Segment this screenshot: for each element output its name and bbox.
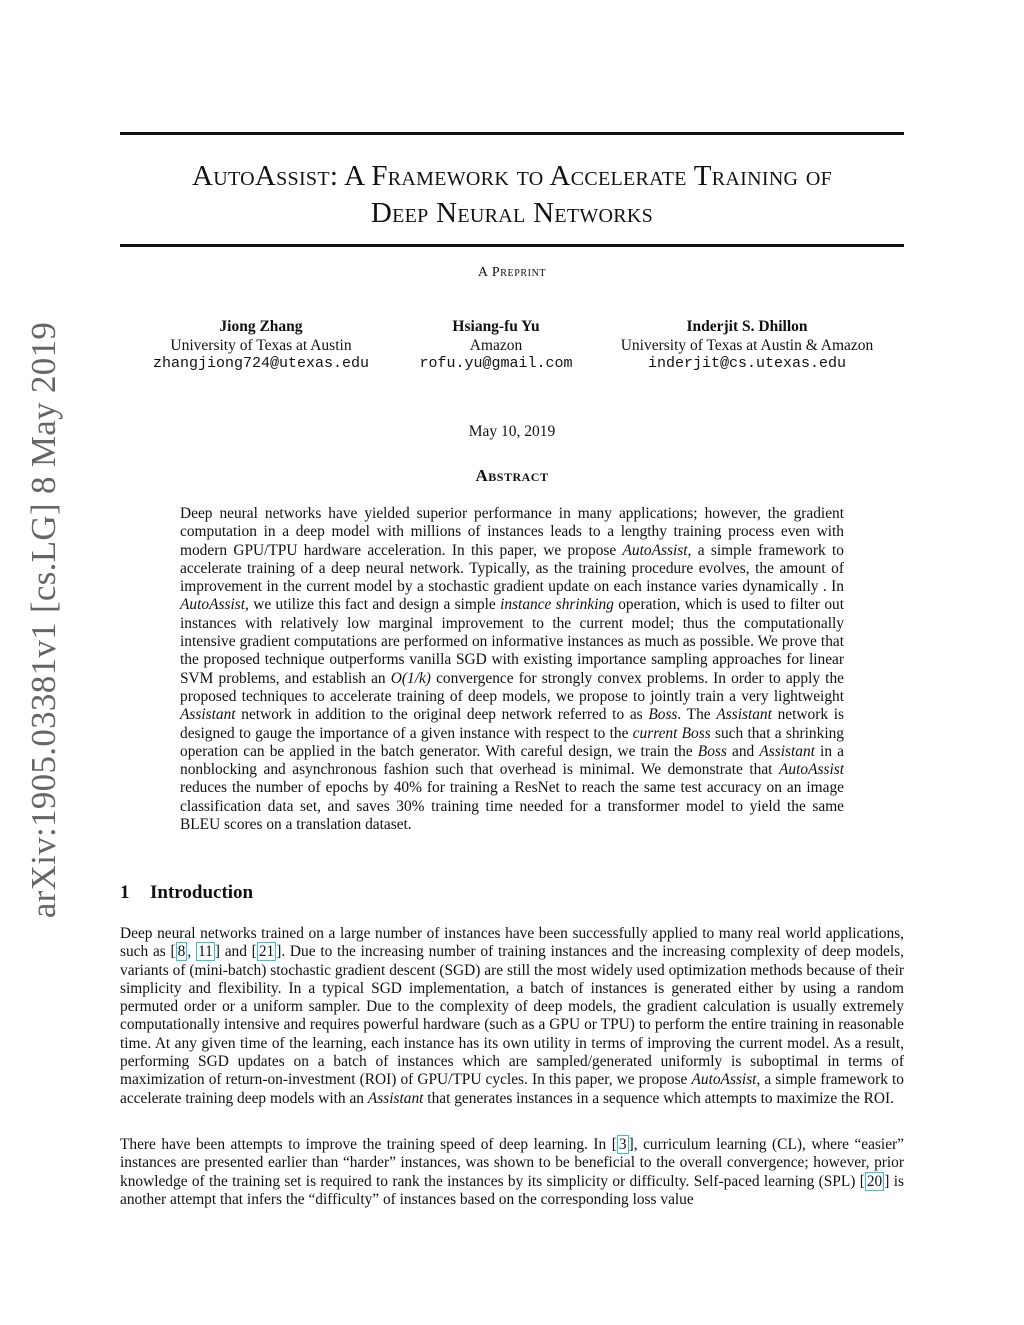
- paragraph-text: ], curriculum learning (CL), where “easier” instances are presented earlier than “harder” instances, was shown to be beneficial to the overall convergence; however, prior knowledge of the training set is required to rank the instances by its simplicity or difficulty. Self-paced learning (SPL) [: [120, 1136, 904, 1190]
- paragraph-text: , a simple framework to accelerate training deep models with an: [120, 1071, 904, 1107]
- intro-paragraph-1: [120, 925, 904, 1108]
- title-line-1: AutoAssist: A Framework to Accelerate Training of: [191, 160, 833, 192]
- abstract-text: convergence for strongly convex problems. In order to apply the proposed techniques to accelerate training of deep models, we propose to jointly train a very lightweight: [180, 669, 844, 705]
- author-name: Inderjit S. Dhillon: [686, 318, 808, 335]
- abstract-text: operation, which is used to filter out instances with relatively low marginal improvement to the current model; thus the computationally intensive gradient computations are performed on informative instances as much as possible. We prove that the proposed technique outperforms vanilla SGD with existing importance sampling approaches for linear SVM problems, and establish an: [180, 596, 844, 687]
- abstract-text: network is designed to gauge the importance of a given instance with respect to the: [180, 706, 844, 742]
- section-title: Introduction: [150, 882, 254, 903]
- abstract-math: O(1/k): [390, 669, 431, 687]
- abstract-text: Deep neural networks have yielded superior performance in many applications; however, the gradient computation in a deep model with millions of instances leads to a lengthy training process even with modern GPU/TPU hardware acceleration. In this paper, we propose: [180, 505, 844, 559]
- citation-link[interactable]: 20: [866, 1172, 883, 1190]
- author-email: inderjit@cs.utexas.edu: [647, 355, 847, 372]
- preprint-label: A Preprint: [477, 265, 547, 280]
- abstract-emphasis: AutoAssist: [180, 596, 245, 614]
- abstract-text: , we utilize this fact and design a simple: [245, 596, 501, 614]
- title-bottom-rule: [120, 244, 904, 247]
- author-block-2: [400, 318, 592, 374]
- section-heading-introduction: [120, 882, 253, 904]
- author-name: Jiong Zhang: [219, 318, 303, 335]
- abstract-text: reduces the number of epochs by 40% for training a ResNet to reach the same test accuracy on an image classification data set, and saves 30% training time needed for a transformer model to yield the same BLEU scores on a translation dataset.: [180, 779, 844, 834]
- abstract-text: in a nonblocking and asynchronous fashion such that overhead is minimal. We demonstrate that: [180, 742, 844, 779]
- abstract-emphasis: AutoAssist: [622, 541, 688, 559]
- author-email: rofu.yu@gmail.com: [419, 355, 573, 372]
- paragraph-emphasis: AutoAssist: [691, 1071, 757, 1089]
- author-block-1: [140, 318, 382, 374]
- abstract-emphasis: AutoAssist: [779, 761, 844, 779]
- paragraph-text: that generates instances in a sequence which attempts to maximize the ROI.: [423, 1089, 894, 1107]
- paragraph-text: ,: [187, 943, 196, 961]
- abstract-text: . The: [677, 706, 717, 724]
- paper-title: [120, 158, 904, 232]
- arxiv-sidebar-stamp: [14, 300, 74, 940]
- abstract-emphasis: current Boss: [632, 724, 711, 742]
- paragraph-emphasis: Assistant: [367, 1089, 424, 1107]
- abstract-text: and: [726, 742, 760, 760]
- citation-link[interactable]: 3: [618, 1136, 627, 1153]
- abstract-emphasis: instance shrinking: [500, 596, 614, 614]
- abstract-emphasis: Assistant: [180, 706, 236, 724]
- abstract-body: [180, 505, 844, 834]
- abstract-emphasis: Assistant: [759, 742, 815, 760]
- title-top-rule: [120, 132, 904, 135]
- paragraph-text: ] is another attempt that infers the “difficulty” of instances based on the corresponding loss value: [120, 1172, 904, 1208]
- abstract-emphasis: Assistant: [716, 706, 772, 724]
- abstract-text: such that a shrinking operation can be applied in the batch generator. With careful design, we train the: [180, 724, 844, 760]
- author-affiliation: Amazon: [469, 336, 523, 354]
- author-affiliation: University of Texas at Austin & Amazon: [620, 336, 874, 354]
- paragraph-text: ]. Due to the increasing number of training instances and the increasing complexity of deep models, variants of (mini-batch) stochastic gradient descent (SGD) are still the most widely used optimization methods because of their simplicity and flexibility. In a typical SGD implementation, a batch of instances is generated either by using a random permuted order or a uniform sampler. Due to the complexity of deep models, the gradient calculation is usually extremely computationally intensive and requires powerful hardware (such as a GPU or TPU) to perform the entire training in reasonable time. At any given time of the learning, each instance has its own utility in terms of improving the current model. As a result, performing SGD updates on a batch of instances which are sampled/generated uniformly is suboptimal in terms of maximization of return-on-investment (ROI) of GPU/TPU cycles. In this paper, we propose: [120, 943, 904, 1089]
- abstract-text: network in addition to the original deep network referred to as: [235, 706, 649, 724]
- paragraph-text: ] and [: [214, 943, 257, 961]
- section-number: 1: [120, 882, 130, 903]
- abstract-heading: Abstract: [475, 466, 549, 485]
- author-block-3: [604, 318, 890, 374]
- abstract-text: , a simple framework to accelerate training of a deep neural network. Typically, as the training procedure evolves, the amount of improvement in the current model by a stochastic gradient update on each instance varies dynamically . In: [180, 541, 844, 596]
- citation-link[interactable]: 11: [197, 943, 213, 961]
- abstract-emphasis: Boss: [697, 742, 727, 760]
- title-line-2: Deep Neural Networks: [370, 197, 654, 229]
- paragraph-text: Deep neural networks trained on a large number of instances have been successfully applied to many real world applications, such as [: [120, 925, 904, 961]
- author-affiliation: University of Texas at Austin: [170, 336, 352, 354]
- paper-date: May 10, 2019: [468, 423, 556, 440]
- citation-link[interactable]: 8: [177, 943, 186, 961]
- paragraph-text: There have been attempts to improve the training speed of deep learning. In [: [120, 1136, 617, 1153]
- citation-link[interactable]: 21: [258, 943, 275, 961]
- author-email: zhangjiong724@utexas.edu: [152, 355, 370, 372]
- arxiv-identifier: arXiv:1905.03381v1 [cs.LG] 8 May 2019: [24, 321, 63, 919]
- abstract-emphasis: Boss: [648, 706, 678, 724]
- author-name: Hsiang-fu Yu: [452, 318, 540, 335]
- intro-paragraph-2: [120, 1136, 904, 1209]
